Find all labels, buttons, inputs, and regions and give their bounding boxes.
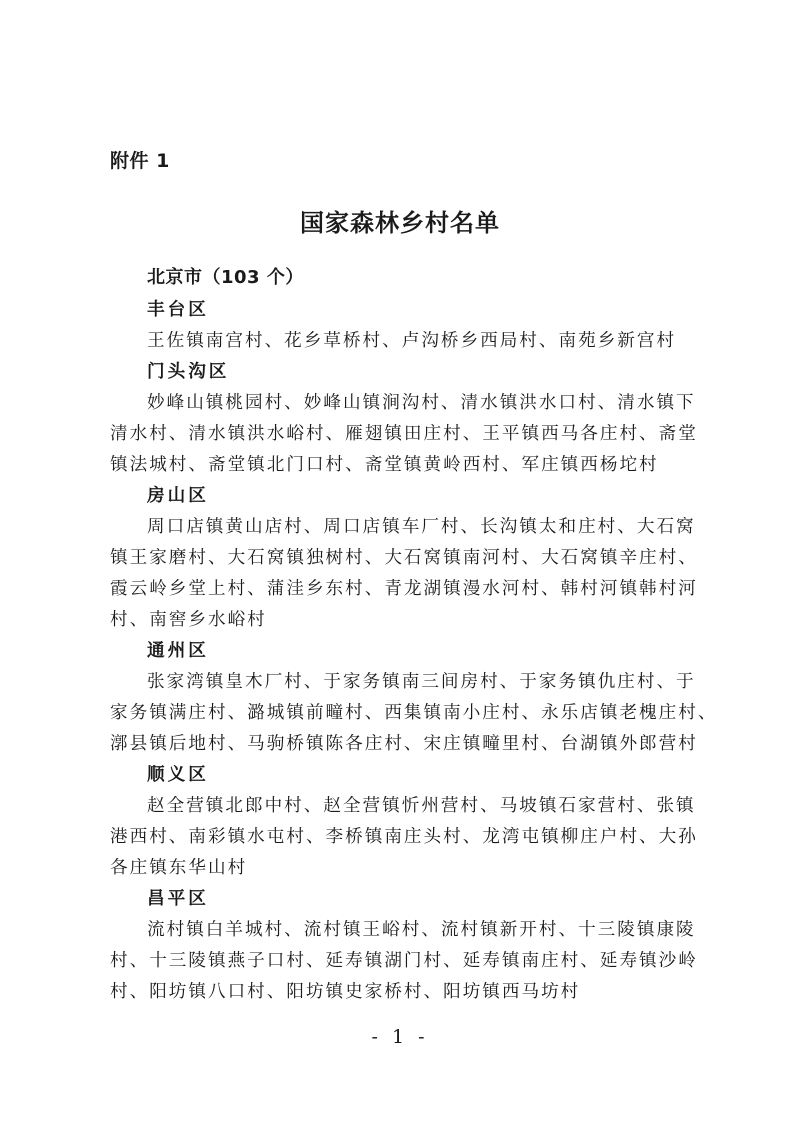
- village-list-line: 流村镇白羊城村、流村镇王峪村、流村镇新开村、十三陵镇康陵: [147, 920, 696, 940]
- village-list-line: 镇法城村、斋堂镇北门口村、斋堂镇黄岭西村、军庄镇西杨坨村: [110, 455, 659, 475]
- district-heading: 房山区: [147, 486, 209, 506]
- village-list-line: 妙峰山镇桃园村、妙峰山镇涧沟村、清水镇洪水口村、清水镇下: [147, 393, 696, 413]
- village-list-line: 村、阳坊镇八口村、阳坊镇史家桥村、阳坊镇西马坊村: [110, 982, 581, 1002]
- village-list-line: 周口店镇黄山店村、周口店镇车厂村、长沟镇太和庄村、大石窝: [147, 517, 696, 537]
- district-heading: 昌平区: [147, 889, 209, 909]
- district-section-fengtai: [110, 295, 700, 357]
- village-list-line: 王佐镇南宫村、花乡草桥村、卢沟桥乡西局村、南苑乡新宫村: [147, 331, 677, 351]
- district-heading: 丰台区: [147, 300, 209, 320]
- village-list-line: 港西村、南彩镇水屯村、李桥镇南庄头村、龙湾屯镇柳庄户村、大孙: [110, 827, 698, 847]
- village-list-line: 村、南窖乡水峪村: [110, 610, 267, 630]
- document-body: [110, 262, 718, 1008]
- district-section-mentougou: [110, 357, 700, 481]
- district-section-shunyi: [110, 760, 700, 884]
- page-number: - 1 -: [371, 1026, 429, 1048]
- district-heading: 通州区: [147, 641, 209, 661]
- village-list-line: 各庄镇东华山村: [110, 858, 248, 878]
- village-list-line: 家务镇满庄村、潞城镇前疃村、西集镇南小庄村、永乐店镇老槐庄村、: [110, 703, 718, 723]
- district-section-changping: [110, 884, 700, 1008]
- document-title: 国家森林乡村名单: [300, 208, 500, 237]
- district-section-tongzhou: [110, 636, 718, 760]
- village-list-line: 霞云岭乡堂上村、蒲洼乡东村、青龙湖镇漫水河村、韩村河镇韩村河: [110, 579, 698, 599]
- village-list-line: 漷县镇后地村、马驹桥镇陈各庄村、宋庄镇疃里村、台湖镇外郎营村: [110, 734, 698, 754]
- district-heading: 门头沟区: [147, 362, 230, 382]
- village-list-line: 赵全营镇北郎中村、赵全营镇忻州营村、马坡镇石家营村、张镇: [147, 796, 696, 816]
- village-list-line: 张家湾镇皇木厂村、于家务镇南三间房村、于家务镇仇庄村、于: [147, 672, 696, 692]
- village-list-line: 镇王家磨村、大石窝镇独树村、大石窝镇南河村、大石窝镇辛庄村、: [110, 548, 698, 568]
- village-list-line: 村、十三陵镇燕子口村、延寿镇湖门村、延寿镇南庄村、延寿镇沙岭: [110, 951, 698, 971]
- village-list-line: 清水村、清水镇洪水峪村、雁翅镇田庄村、王平镇西马各庄村、斋堂: [110, 424, 698, 444]
- district-section-fangshan: [110, 481, 700, 636]
- province-heading: 北京市（103 个）: [147, 267, 304, 288]
- district-heading: 顺义区: [147, 765, 209, 785]
- attachment-label: 附件 1: [110, 150, 170, 172]
